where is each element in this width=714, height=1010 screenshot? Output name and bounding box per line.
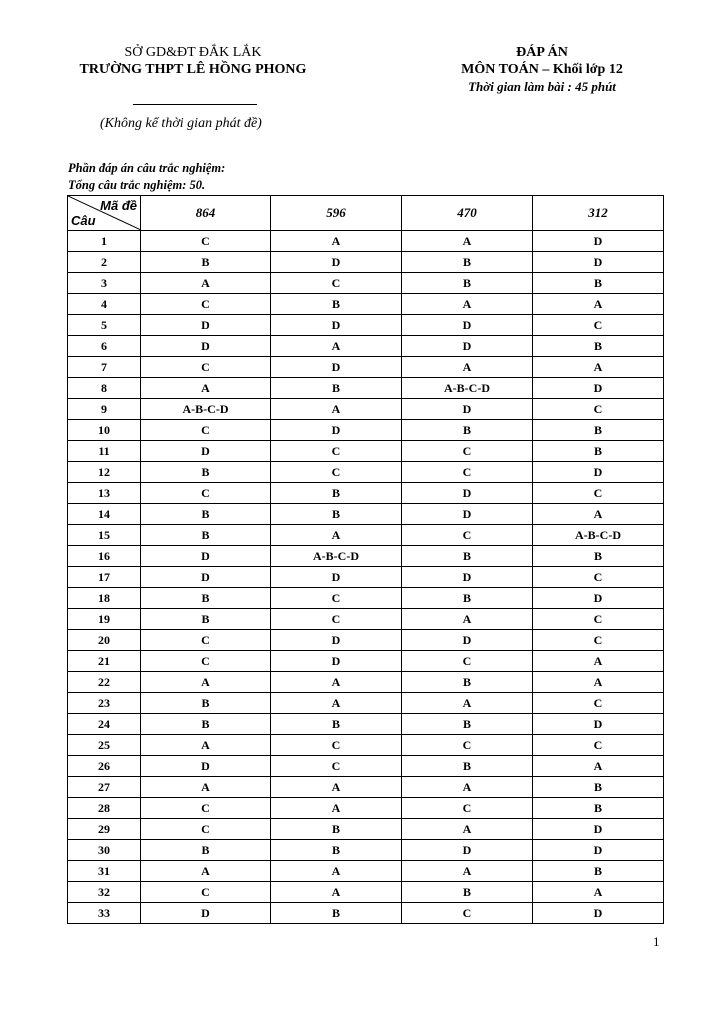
answer-cell: B — [141, 609, 271, 630]
table-row — [68, 819, 664, 840]
table-row — [68, 861, 664, 882]
question-number-cell: 16 — [68, 546, 141, 567]
answer-cell: B — [141, 714, 271, 735]
answer-cell: B — [271, 714, 402, 735]
answer-cell: C — [141, 483, 271, 504]
answer-cell: B — [533, 441, 664, 462]
answer-cell: A — [271, 882, 402, 903]
answer-cell: D — [271, 357, 402, 378]
answer-cell: D — [271, 567, 402, 588]
table-row — [68, 420, 664, 441]
answer-cell: C — [402, 525, 533, 546]
answer-cell: A — [402, 777, 533, 798]
left-header — [62, 44, 324, 78]
question-number-cell: 25 — [68, 735, 141, 756]
section-heading — [68, 160, 225, 194]
table-row — [68, 903, 664, 924]
question-number-cell: 3 — [68, 273, 141, 294]
answer-cell: B — [141, 525, 271, 546]
question-number-cell: 26 — [68, 756, 141, 777]
answer-cell: A — [271, 399, 402, 420]
answer-cell: D — [141, 756, 271, 777]
answer-cell: D — [533, 840, 664, 861]
answer-cell: B — [141, 840, 271, 861]
answer-cell: D — [141, 441, 271, 462]
answer-cell: B — [402, 273, 533, 294]
question-number-cell: 2 — [68, 252, 141, 273]
table-row — [68, 777, 664, 798]
answer-cell: B — [533, 798, 664, 819]
table-row — [68, 462, 664, 483]
answer-cell: D — [402, 315, 533, 336]
answer-cell: A — [402, 231, 533, 252]
question-number-cell: 1 — [68, 231, 141, 252]
answer-cell: A — [533, 882, 664, 903]
answer-cell: C — [402, 903, 533, 924]
question-number-cell: 32 — [68, 882, 141, 903]
question-number-cell: 19 — [68, 609, 141, 630]
question-number-cell: 12 — [68, 462, 141, 483]
code-header: 470 — [402, 196, 533, 231]
question-number-cell: 5 — [68, 315, 141, 336]
answer-cell: C — [141, 651, 271, 672]
answer-cell: D — [533, 819, 664, 840]
answer-cell: A-B-C-D — [533, 525, 664, 546]
answer-cell: A — [271, 861, 402, 882]
question-number-cell: 28 — [68, 798, 141, 819]
question-number-cell: 29 — [68, 819, 141, 840]
answer-cell: B — [141, 588, 271, 609]
question-number-cell: 17 — [68, 567, 141, 588]
answer-cell: B — [271, 294, 402, 315]
table-row — [68, 882, 664, 903]
answer-cell: A — [533, 672, 664, 693]
subject-line: MÔN TOÁN – Khối lớp 12 — [461, 62, 623, 77]
table-row — [68, 840, 664, 861]
answer-cell: D — [533, 231, 664, 252]
answer-cell: B — [271, 504, 402, 525]
answer-cell: C — [402, 462, 533, 483]
answer-cell: D — [141, 315, 271, 336]
answer-cell: C — [533, 399, 664, 420]
question-number-cell: 11 — [68, 441, 141, 462]
right-header — [432, 44, 652, 95]
question-number-cell: 27 — [68, 777, 141, 798]
question-number-cell: 4 — [68, 294, 141, 315]
answer-cell: A — [141, 777, 271, 798]
answer-cell: D — [533, 588, 664, 609]
answer-cell: B — [271, 483, 402, 504]
answer-cell: C — [271, 609, 402, 630]
answer-cell: B — [402, 714, 533, 735]
answer-cell: A — [533, 294, 664, 315]
question-number-cell: 15 — [68, 525, 141, 546]
answer-cell: B — [402, 252, 533, 273]
answer-cell: D — [271, 420, 402, 441]
answer-cell: C — [533, 567, 664, 588]
corner-code-label: Mã đề — [100, 198, 137, 213]
answer-cell: A — [533, 756, 664, 777]
answer-cell: C — [402, 735, 533, 756]
answer-cell: D — [533, 378, 664, 399]
answer-cell: B — [402, 588, 533, 609]
table-row — [68, 315, 664, 336]
table-row — [68, 546, 664, 567]
answer-cell: A-B-C-D — [271, 546, 402, 567]
answer-cell: A — [271, 525, 402, 546]
answer-cell: A-B-C-D — [141, 399, 271, 420]
answer-cell: D — [402, 630, 533, 651]
answer-cell: D — [271, 252, 402, 273]
answer-cell: D — [533, 252, 664, 273]
table-row — [68, 798, 664, 819]
answer-cell: B — [141, 462, 271, 483]
answer-cell: B — [141, 252, 271, 273]
answer-cell: A — [402, 294, 533, 315]
table-row — [68, 336, 664, 357]
time-note: (Không kể thời gian phát đề) — [100, 116, 262, 131]
answer-cell: C — [141, 798, 271, 819]
answer-cell: B — [533, 546, 664, 567]
answer-cell: B — [402, 882, 533, 903]
table-row — [68, 504, 664, 525]
answer-cell: D — [533, 714, 664, 735]
table-row — [68, 273, 664, 294]
answer-cell: B — [271, 819, 402, 840]
answer-cell: B — [271, 903, 402, 924]
answer-cell: C — [271, 273, 402, 294]
corner-question-label: Câu — [71, 213, 96, 228]
answer-table — [67, 195, 664, 924]
answer-cell: C — [141, 357, 271, 378]
question-number-cell: 24 — [68, 714, 141, 735]
answer-cell: C — [533, 315, 664, 336]
answer-cell: C — [533, 630, 664, 651]
question-number-cell: 33 — [68, 903, 141, 924]
answer-cell: D — [141, 546, 271, 567]
answer-cell: A-B-C-D — [402, 378, 533, 399]
question-number-cell: 8 — [68, 378, 141, 399]
answer-cell: C — [402, 651, 533, 672]
answer-cell: C — [271, 462, 402, 483]
answer-cell: C — [402, 441, 533, 462]
answer-cell: D — [402, 483, 533, 504]
answer-table-body — [68, 231, 664, 924]
header-divider — [133, 104, 257, 105]
document-title: ĐÁP ÁN — [516, 45, 568, 60]
table-row — [68, 693, 664, 714]
question-number-cell: 10 — [68, 420, 141, 441]
answer-cell: D — [141, 903, 271, 924]
answer-cell: A — [141, 378, 271, 399]
answer-cell: C — [271, 735, 402, 756]
answer-cell: D — [402, 840, 533, 861]
answer-cell: D — [271, 630, 402, 651]
answer-cell: A — [402, 861, 533, 882]
answer-cell: A — [271, 672, 402, 693]
table-row — [68, 399, 664, 420]
answer-cell: A — [402, 819, 533, 840]
answer-cell: A — [271, 693, 402, 714]
school-name: TRƯỜNG THPT LÊ HỒNG PHONG — [79, 62, 307, 77]
table-row — [68, 756, 664, 777]
answer-cell: C — [271, 441, 402, 462]
answer-cell: B — [402, 756, 533, 777]
answer-cell: B — [271, 840, 402, 861]
answer-cell: C — [402, 798, 533, 819]
duration-line: Thời gian làm bài : 45 phút — [468, 79, 616, 94]
answer-cell: C — [533, 693, 664, 714]
answer-cell: D — [271, 651, 402, 672]
section-title: Phần đáp án câu trắc nghiệm: — [68, 161, 226, 175]
answer-cell: D — [402, 336, 533, 357]
answer-cell: B — [271, 378, 402, 399]
table-row — [68, 609, 664, 630]
question-number-cell: 23 — [68, 693, 141, 714]
answer-cell: D — [402, 399, 533, 420]
answer-cell: D — [533, 903, 664, 924]
code-header: 596 — [271, 196, 402, 231]
question-number-cell: 30 — [68, 840, 141, 861]
answer-cell: A — [141, 861, 271, 882]
answer-cell: B — [533, 420, 664, 441]
question-number-cell: 22 — [68, 672, 141, 693]
answer-cell: D — [533, 462, 664, 483]
question-number-cell: 6 — [68, 336, 141, 357]
answer-cell: B — [141, 504, 271, 525]
answer-cell: A — [402, 693, 533, 714]
table-row — [68, 735, 664, 756]
answer-cell: A — [141, 672, 271, 693]
question-number-cell: 7 — [68, 357, 141, 378]
table-row — [68, 672, 664, 693]
table-row — [68, 567, 664, 588]
table-row — [68, 252, 664, 273]
answer-cell: A — [271, 336, 402, 357]
answer-cell: B — [141, 693, 271, 714]
corner-header-cell — [68, 196, 141, 231]
table-row — [68, 525, 664, 546]
answer-cell: C — [141, 231, 271, 252]
answer-cell: C — [533, 483, 664, 504]
code-header: 864 — [141, 196, 271, 231]
table-header-row — [68, 196, 664, 231]
question-number-cell: 13 — [68, 483, 141, 504]
table-row — [68, 441, 664, 462]
answer-cell: A — [402, 609, 533, 630]
table-row — [68, 630, 664, 651]
table-row — [68, 651, 664, 672]
table-row — [68, 588, 664, 609]
answer-cell: A — [533, 504, 664, 525]
answer-cell: B — [533, 861, 664, 882]
answer-cell: D — [271, 315, 402, 336]
department-name: SỞ GD&ĐT ĐẮK LẮK — [124, 45, 262, 60]
answer-cell: D — [141, 567, 271, 588]
question-number-cell: 14 — [68, 504, 141, 525]
answer-cell: B — [533, 777, 664, 798]
question-number-cell: 31 — [68, 861, 141, 882]
answer-cell: C — [141, 882, 271, 903]
question-number-cell: 20 — [68, 630, 141, 651]
answer-cell: B — [402, 672, 533, 693]
answer-cell: A — [271, 798, 402, 819]
answer-cell: C — [533, 609, 664, 630]
question-number-cell: 9 — [68, 399, 141, 420]
answer-cell: C — [271, 756, 402, 777]
table-row — [68, 714, 664, 735]
answer-cell: A — [402, 357, 533, 378]
answer-cell: B — [402, 546, 533, 567]
answer-cell: A — [271, 777, 402, 798]
table-row — [68, 231, 664, 252]
answer-cell: A — [533, 651, 664, 672]
table-row — [68, 357, 664, 378]
question-number-cell: 21 — [68, 651, 141, 672]
page-number: 1 — [653, 934, 660, 949]
answer-cell: A — [533, 357, 664, 378]
answer-cell: C — [141, 420, 271, 441]
answer-cell: A — [141, 735, 271, 756]
answer-cell: C — [141, 819, 271, 840]
answer-cell: D — [141, 336, 271, 357]
answer-cell: C — [141, 630, 271, 651]
table-row — [68, 294, 664, 315]
answer-cell: C — [533, 735, 664, 756]
table-row — [68, 378, 664, 399]
table-row — [68, 483, 664, 504]
answer-cell: B — [533, 336, 664, 357]
answer-cell: C — [271, 588, 402, 609]
answer-cell: A — [141, 273, 271, 294]
code-header: 312 — [533, 196, 664, 231]
answer-cell: D — [402, 504, 533, 525]
answer-cell: B — [402, 420, 533, 441]
answer-cell: A — [271, 231, 402, 252]
answer-cell: B — [533, 273, 664, 294]
answer-cell: C — [141, 294, 271, 315]
question-number-cell: 18 — [68, 588, 141, 609]
question-total: Tổng câu trắc nghiệm: 50. — [68, 178, 206, 192]
answer-cell: D — [402, 567, 533, 588]
